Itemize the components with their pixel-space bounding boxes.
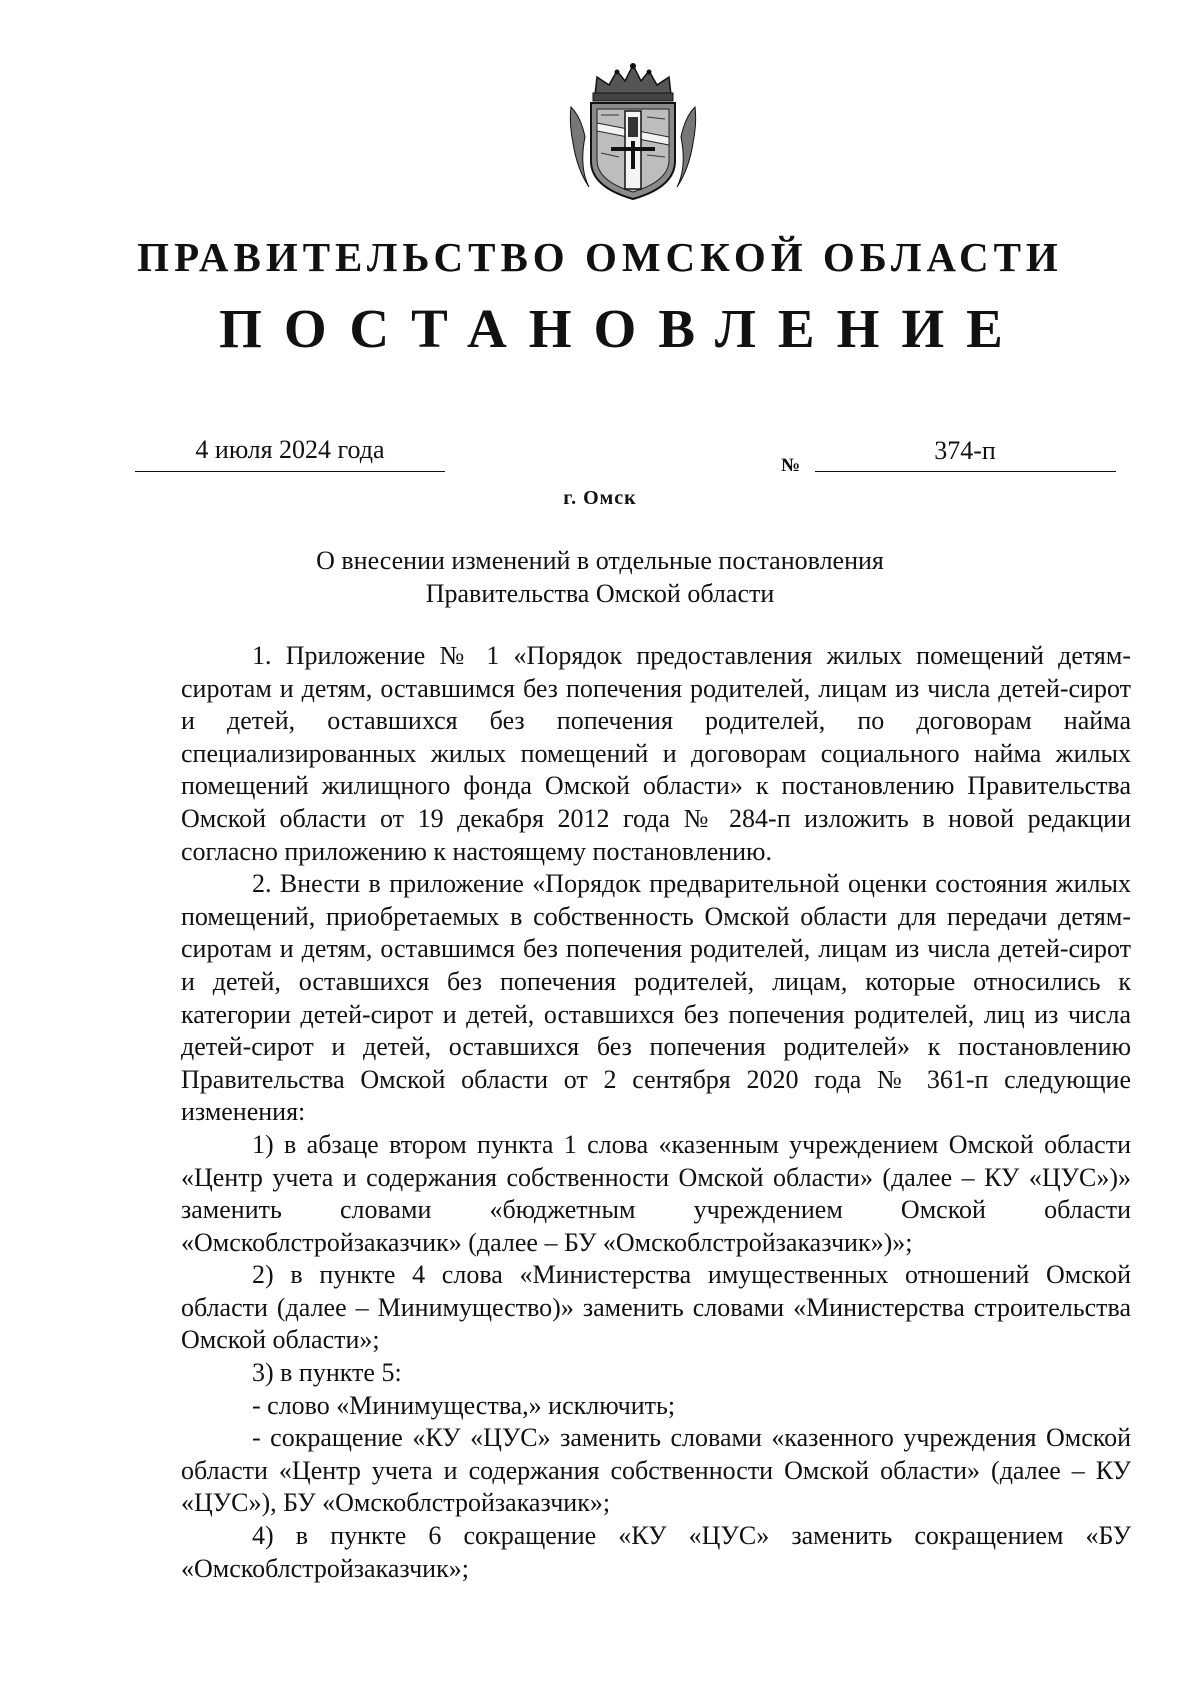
subitem-1: 1) в абзаце втором пункта 1 слова «казенным учреждением Омской области «Центр учета и содержания собственности Омской области» (далее – КУ «ЦУС»)» заменить словами «бюджетным учреждением Омской области «Омскоблстройзаказчик» (далее – БУ «Омскоблстройзаказчик»)»; (181, 1129, 1131, 1257)
subitem-4: 4) в пункте 6 сокращение «КУ «ЦУС» заменить сокращением «БУ «Омскоблстройзаказчик»; (181, 1521, 1131, 1583)
paragraph-2: 2. Внести в приложение «Порядок предварительной оценки состояния жилых помещений, приобретаемых в собственность Омской области для передачи детям-сиротам и детям, оставшимся без попечения родителей, лицам из числа детей-сирот и детей, оставшихся без попечения родителей, лицам, которые относились к категории детей-сирот и детей, оставшихся без попечения родителей, лиц из числа детей-сирот и детей, оставшихся без попечения родителей» к постановлению Правительства Омской области от 2 сентября 2020 года № 361-п следующие изменения: (181, 869, 1131, 1127)
subitem-2: 2) в пункте 4 слова «Министерства имущественных отношений Омской области (далее – Минимущество)» заменить словами «Министерства строительства Омской области»; (181, 1260, 1131, 1355)
number-sign: № (781, 455, 801, 476)
date-underline (135, 471, 445, 472)
subitem-3-dash-2: - сокращение «КУ «ЦУС» заменить словами «казенного учреждения Омской области «Центр учета и содержания собственности Омской области» (далее – КУ «ЦУС»), БУ «Омскоблстройзаказчик»; (181, 1423, 1131, 1518)
omsk-oblast-coat-of-arms (567, 57, 699, 203)
city: г. Омск (563, 487, 637, 509)
subject-line-1: О внесении изменений в отдельные постановления (316, 546, 884, 575)
subitem-3-dash-1: - слово «Минимущества,» исключить; (252, 1390, 676, 1420)
paragraph-1: 1. Приложение № 1 «Порядок предоставления жилых помещений детям-сиротам и детям, оставшимся без попечения родителей, лицам из числа детей-сирот и детей, оставшихся без попечения родителей, по договорам найма специализированных жилых помещений и договорам социального найма жилых помещений жилищного фонда Омской области» к постановлению Правительства Омской области от 19 декабря 2012 года № 284-п изложить в новой редакции согласно приложению к настоящему постановлению. (181, 641, 1131, 866)
document-date: 4 июля 2024 года (195, 435, 385, 464)
document-subject (0, 544, 1200, 610)
number-underline (815, 471, 1116, 472)
government-name: ПРАВИТЕЛЬСТВО ОМСКОЙ ОБЛАСТИ (137, 234, 1063, 280)
document-number: 374-п (934, 436, 996, 465)
document-body (181, 640, 1131, 1585)
document-type: ПОСТАНОВЛЕНИЕ (219, 298, 1025, 359)
subject-line-2: Правительства Омской области (425, 579, 775, 608)
subitem-3: 3) в пункте 5: (252, 1358, 402, 1388)
